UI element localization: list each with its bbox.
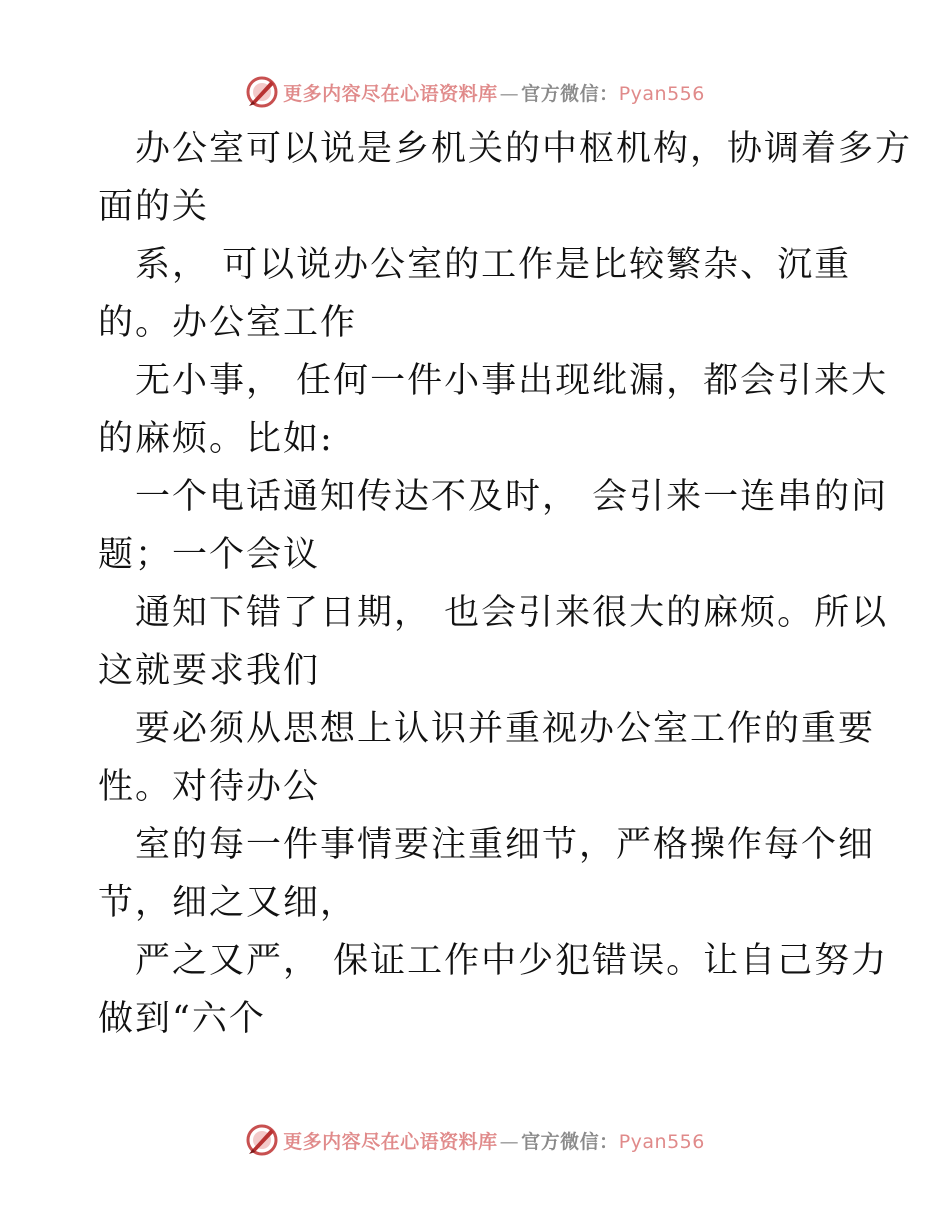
watermark-wechat-label: 官方微信：	[521, 1130, 619, 1153]
text-line: 办公室可以说是乡机关的中枢机构，协调着多方	[135, 129, 913, 169]
watermark-separator: —	[499, 1130, 520, 1153]
text-line: 这就要求我们	[98, 651, 321, 691]
text-line: 性。对待办公	[98, 767, 321, 807]
watermark-wechat-label: 官方微信：	[521, 82, 619, 105]
text-line: 面的关	[98, 187, 210, 227]
text-line: 要必须从思想上认识并重视办公室工作的重要	[135, 709, 876, 749]
text-line: 系， 可以说办公室的工作是比较繁杂、沉重	[135, 245, 852, 285]
watermark-wechat-id: Pyan556	[618, 1130, 705, 1153]
text-line: 题；一个会议	[98, 535, 321, 575]
document-body	[98, 120, 913, 1048]
text-line: 节，细之又细，	[98, 883, 358, 923]
text-line: 无小事， 任何一件小事出现纰漏，都会引来大	[135, 361, 889, 401]
footer-watermark	[0, 1120, 950, 1160]
watermark-separator: —	[499, 82, 520, 105]
text-line: 的。办公室工作	[98, 303, 358, 343]
text-line: 做到“六个	[98, 999, 266, 1039]
text-line: 一个电话通知传达不及时， 会引来一连串的问	[135, 477, 889, 517]
quill-seal-icon	[245, 75, 279, 109]
text-line: 的麻烦。比如:	[98, 419, 334, 459]
watermark-text	[283, 79, 705, 106]
watermark-text	[283, 1127, 705, 1154]
watermark-wechat-id: Pyan556	[618, 82, 705, 105]
watermark-brand: 更多内容尽在心语资料库	[283, 82, 498, 105]
quill-seal-icon	[245, 1123, 279, 1157]
text-line: 严之又严， 保证工作中少犯错误。让自己努力	[135, 941, 889, 981]
header-watermark	[0, 72, 950, 112]
text-line: 室的每一件事情要注重细节，严格操作每个细	[135, 825, 876, 865]
text-line: 通知下错了日期， 也会引来很大的麻烦。所以	[135, 593, 889, 633]
watermark-brand: 更多内容尽在心语资料库	[283, 1130, 498, 1153]
